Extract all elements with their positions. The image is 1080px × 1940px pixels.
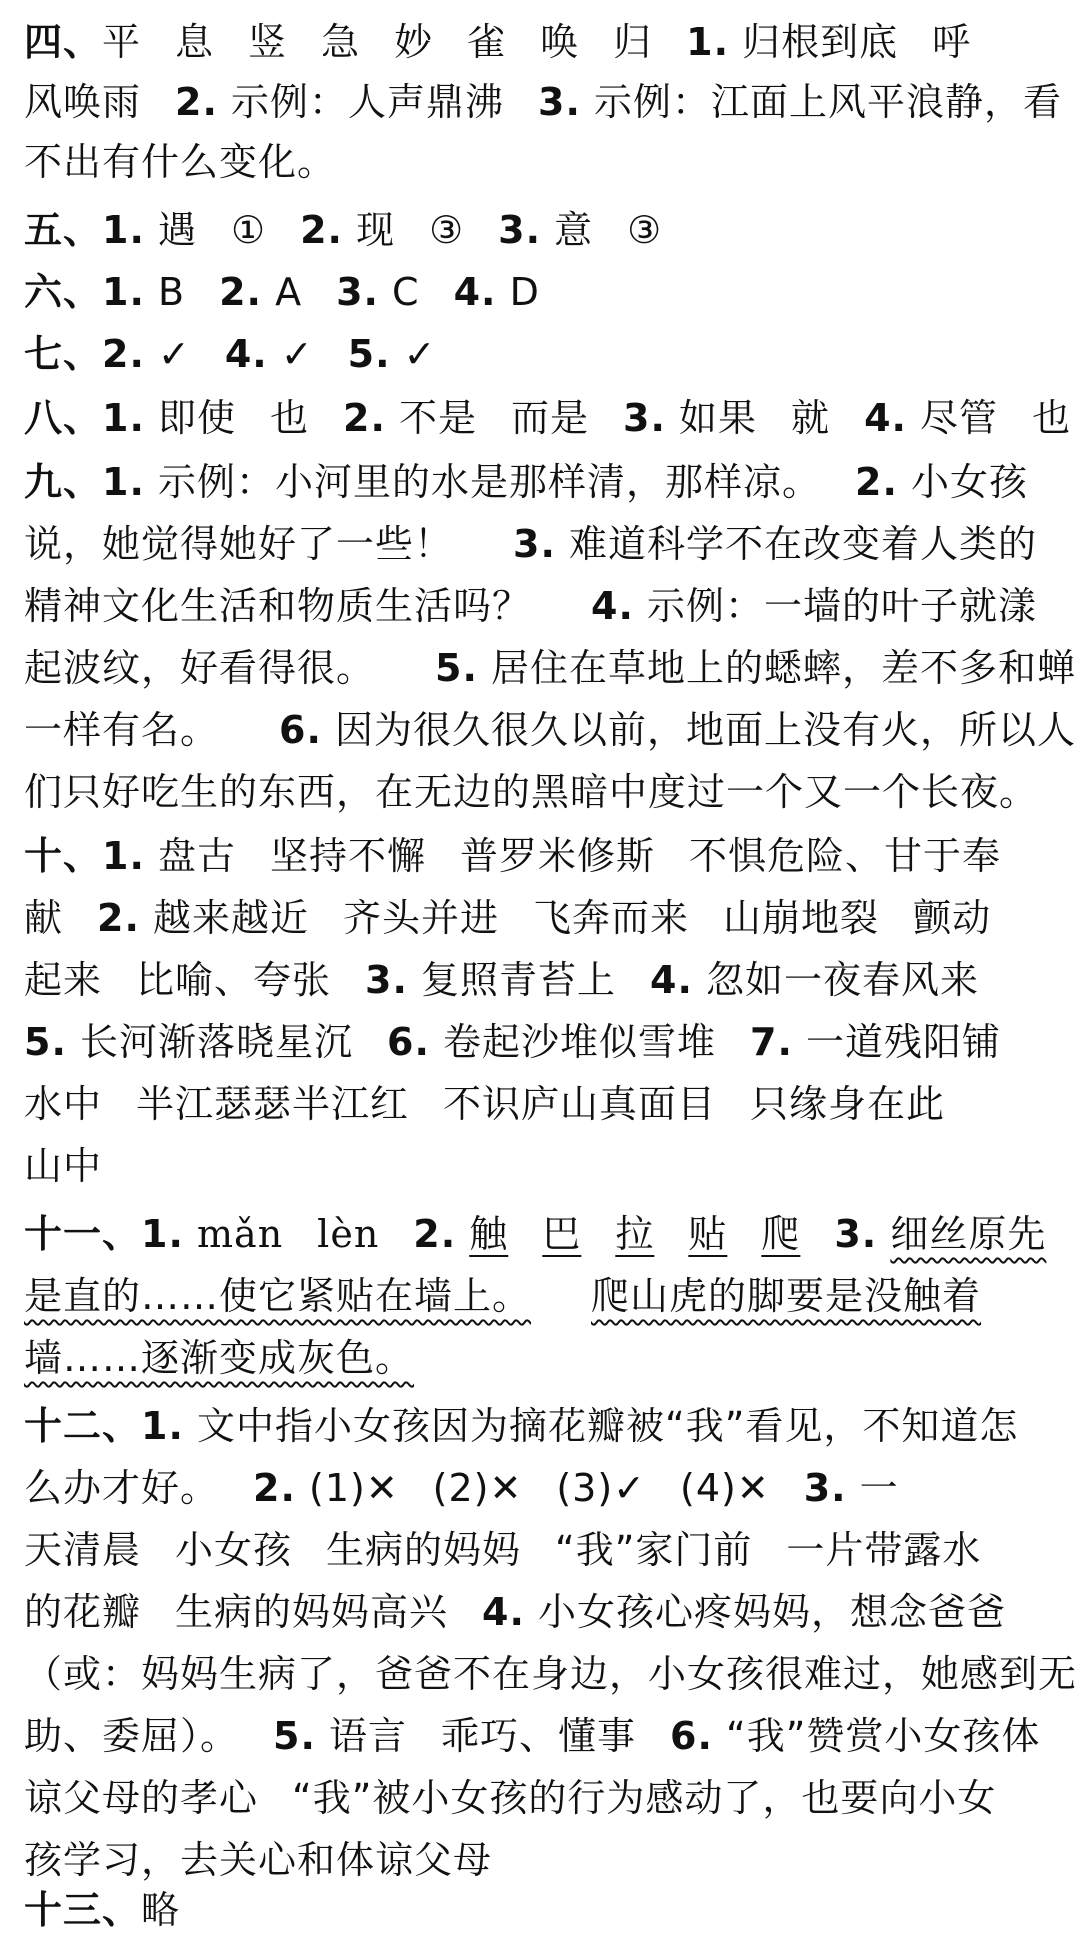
s8-line bbox=[24, 388, 1072, 448]
judge-key: (4) bbox=[680, 1466, 737, 1510]
answer-text: 么办才好。 bbox=[24, 1466, 220, 1510]
answer-text: 语言 bbox=[329, 1714, 408, 1758]
answer-text: 越来越近 bbox=[153, 896, 310, 940]
pinyin-answer: mǎn bbox=[197, 1212, 284, 1256]
question-number: 2. bbox=[300, 208, 343, 252]
question-number: 7. bbox=[750, 1020, 793, 1064]
answer-text: 示例：小河里的水是那样清，那样凉。 bbox=[158, 460, 822, 504]
judge-key: (2) bbox=[432, 1466, 490, 1510]
answer-text: 一道残阳铺 bbox=[805, 1020, 1001, 1064]
cross-mark-icon: ✕ bbox=[489, 1466, 523, 1510]
answer-text: 比喻、夸张 bbox=[136, 958, 332, 1002]
section-label: 四、 bbox=[24, 20, 103, 64]
answer-text: 不惧危险、甘于奉 bbox=[689, 834, 1002, 878]
question-number: 1. bbox=[102, 270, 145, 314]
question-number: 5. bbox=[347, 332, 391, 376]
answer-mark: ③ bbox=[627, 208, 663, 252]
s10-line-2 bbox=[24, 888, 1064, 948]
check-mark-icon: ✓ bbox=[158, 332, 191, 376]
question-number: 6. bbox=[387, 1020, 430, 1064]
s9-line-5 bbox=[24, 700, 1077, 760]
question-number: 5. bbox=[24, 1020, 67, 1064]
answer-text: 不识庐山真面目 bbox=[443, 1082, 717, 1126]
answer-text: 尽管 bbox=[920, 396, 999, 440]
answer-text: “我”家门前 bbox=[555, 1528, 753, 1572]
word: 唤 bbox=[540, 20, 580, 64]
answer-text: 示例：江面上风平浪静，看 bbox=[594, 80, 1063, 124]
s12-line-7 bbox=[24, 1768, 1064, 1828]
answer-text: 一片带露水 bbox=[786, 1528, 982, 1572]
judge-key: (1) bbox=[309, 1466, 366, 1510]
answer-mark: ③ bbox=[429, 208, 465, 252]
question-number: 3. bbox=[803, 1466, 847, 1510]
answer-text: 颤动 bbox=[913, 896, 992, 940]
answer-text: 天清晨 bbox=[24, 1528, 142, 1572]
question-number: 4. bbox=[591, 584, 634, 628]
question-number: 2. bbox=[253, 1466, 296, 1510]
s10-line-5 bbox=[24, 1074, 1064, 1134]
s11-line-3 bbox=[24, 1328, 1064, 1388]
answer-word: 遇 bbox=[158, 208, 198, 252]
answer-text: 小女孩 bbox=[175, 1528, 293, 1572]
question-number: 5. bbox=[435, 646, 478, 690]
word: 急 bbox=[321, 20, 361, 64]
underlined-char: 爬 bbox=[761, 1212, 801, 1256]
answer-text: 如果 bbox=[679, 396, 758, 440]
choice-answer: B bbox=[158, 270, 186, 314]
s9-line-4 bbox=[24, 638, 1077, 698]
s12-line-6 bbox=[24, 1706, 1064, 1766]
section-label: 六、 bbox=[24, 270, 103, 314]
s9-line-6 bbox=[24, 762, 1064, 822]
choice-answer: A bbox=[275, 270, 303, 314]
s10-line-3 bbox=[24, 950, 1064, 1010]
answer-text: 齐头并进 bbox=[343, 896, 500, 940]
underlined-char: 贴 bbox=[688, 1212, 728, 1256]
choice-answer: D bbox=[509, 270, 540, 314]
answer-text: 生病的妈妈 bbox=[326, 1528, 522, 1572]
answer-text: 盘古 bbox=[158, 834, 237, 878]
answer-word: 现 bbox=[356, 208, 396, 252]
question-number: 1. bbox=[102, 396, 145, 440]
s7-line bbox=[24, 324, 1064, 384]
question-number: 2. bbox=[413, 1212, 457, 1256]
answer-text: 卷起沙堆似雪堆 bbox=[442, 1020, 716, 1064]
answer-text: 起波纹，好看得很。 bbox=[24, 646, 376, 690]
s12-line-5 bbox=[24, 1644, 1078, 1704]
section-label: 十一、 bbox=[24, 1212, 142, 1256]
question-number: 4. bbox=[224, 332, 268, 376]
section-label: 七、 bbox=[24, 332, 103, 376]
answer-mark: ① bbox=[231, 208, 267, 252]
answer-text: 献 bbox=[24, 896, 64, 940]
answer-text: 精神文化生活和物质生活吗？ bbox=[24, 584, 532, 628]
answer-text: 山崩地裂 bbox=[723, 896, 880, 940]
s6-line bbox=[24, 262, 1064, 322]
answer-text: 略 bbox=[141, 1888, 181, 1932]
s5-line bbox=[24, 200, 1064, 260]
answer-text: 因为很久很久以前，地面上没有火，所以人 bbox=[335, 708, 1077, 752]
section-label: 九、 bbox=[24, 460, 103, 504]
answer-text: 们只好吃生的东西，在无边的黑暗中度过一个又一个长夜。 bbox=[24, 770, 1039, 814]
s11-line-1 bbox=[24, 1204, 1064, 1264]
answer-text: 小女孩 bbox=[911, 460, 1029, 504]
s12-line-3 bbox=[24, 1520, 1064, 1580]
question-number: 1. bbox=[102, 834, 145, 878]
answer-text: 坚持不懈 bbox=[270, 834, 427, 878]
question-number: 2. bbox=[97, 896, 140, 940]
answer-text: 一 bbox=[859, 1466, 899, 1510]
answer-text: 难道科学不在改变着人类的 bbox=[569, 522, 1038, 566]
answer-text: 乖巧、懂事 bbox=[441, 1714, 637, 1758]
wavy-underlined-text: 墙……逐渐变成灰色。 bbox=[24, 1336, 415, 1380]
question-number: 4. bbox=[482, 1590, 525, 1634]
question-number: 3. bbox=[538, 80, 581, 124]
s12-line-1 bbox=[24, 1396, 1064, 1456]
question-number: 3. bbox=[365, 958, 408, 1002]
answer-text: 而是 bbox=[511, 396, 590, 440]
wavy-underlined-text: 细丝原先 bbox=[890, 1212, 1047, 1256]
answer-text: 不是 bbox=[399, 396, 478, 440]
word: 息 bbox=[175, 20, 215, 64]
answer-text: 起来 bbox=[24, 958, 103, 1002]
s4-line-3 bbox=[24, 132, 1064, 192]
question-number: 1. bbox=[102, 460, 145, 504]
answer-text: 也 bbox=[270, 396, 310, 440]
s12-line-2 bbox=[24, 1458, 1064, 1518]
word: 妙 bbox=[394, 20, 434, 64]
section-label: 十、 bbox=[24, 834, 103, 878]
question-number: 1. bbox=[141, 1212, 184, 1256]
s10-line-1 bbox=[24, 826, 1064, 886]
question-number: 3. bbox=[834, 1212, 878, 1256]
wavy-underlined-text: 爬山虎的脚要是没触着 bbox=[591, 1274, 982, 1318]
question-number: 6. bbox=[670, 1714, 713, 1758]
answer-text: 居住在草地上的蟋蟀，差不多和蝉 bbox=[491, 646, 1077, 690]
answer-text: 风唤雨 bbox=[24, 80, 142, 124]
s4-line-1 bbox=[24, 12, 1064, 72]
question-number: 6. bbox=[279, 708, 322, 752]
word: 归 bbox=[613, 20, 653, 64]
answer-text: 复照青苔上 bbox=[421, 958, 617, 1002]
question-number: 4. bbox=[650, 958, 693, 1002]
answer-text: 说，她觉得她好了一些！ bbox=[24, 522, 454, 566]
choice-answer: C bbox=[392, 270, 420, 314]
underlined-char: 触 bbox=[469, 1212, 509, 1256]
check-mark-icon: ✓ bbox=[403, 332, 437, 376]
answer-text: 谅父母的孝心 bbox=[24, 1776, 259, 1820]
s12-line-4 bbox=[24, 1582, 1064, 1642]
wavy-underlined-text: 是直的……使它紧贴在墙上。 bbox=[24, 1274, 532, 1318]
check-mark-icon: ✓ bbox=[613, 1466, 647, 1510]
answer-text: 生病的妈妈高兴 bbox=[175, 1590, 449, 1634]
word: 雀 bbox=[467, 20, 507, 64]
answer-text: 长河渐落晓星沉 bbox=[79, 1020, 353, 1064]
word: 竖 bbox=[248, 20, 288, 64]
answer-text: 忽如一夜春风来 bbox=[706, 958, 980, 1002]
answer-word: 意 bbox=[554, 208, 594, 252]
section-label: 十二、 bbox=[24, 1404, 142, 1448]
question-number: 1. bbox=[102, 208, 145, 252]
underlined-char: 巴 bbox=[542, 1212, 582, 1256]
cross-mark-icon: ✕ bbox=[736, 1466, 770, 1510]
answer-text: 示例：人声鼎沸 bbox=[231, 80, 505, 124]
s9-line-1 bbox=[24, 452, 1064, 512]
s10-line-6 bbox=[24, 1136, 1064, 1196]
section-label: 五、 bbox=[24, 208, 103, 252]
section-label: 八、 bbox=[24, 396, 103, 440]
question-number: 1. bbox=[141, 1404, 184, 1448]
answer-text: 山中 bbox=[24, 1144, 103, 1188]
pinyin-answer: lèn bbox=[317, 1212, 380, 1256]
answer-text: 只缘身在此 bbox=[750, 1082, 946, 1126]
answer-text: 呼 bbox=[932, 20, 972, 64]
answer-text: 即使 bbox=[158, 396, 237, 440]
underlined-char: 拉 bbox=[615, 1212, 655, 1256]
answer-text: 水中 bbox=[24, 1082, 103, 1126]
word: 平 bbox=[102, 20, 142, 64]
answer-text: 归根到底 bbox=[742, 20, 899, 64]
answer-text: 的花瓣 bbox=[24, 1590, 142, 1634]
answer-text: “我”赞赏小女孩体 bbox=[726, 1714, 1041, 1758]
question-number: 1. bbox=[686, 20, 730, 64]
answer-text: 就 bbox=[791, 396, 831, 440]
question-number: 3. bbox=[513, 522, 556, 566]
s13-line bbox=[24, 1880, 1064, 1940]
answer-text: 孩学习，去关心和体谅父母 bbox=[24, 1838, 493, 1882]
check-mark-icon: ✓ bbox=[280, 332, 314, 376]
answer-text: 文中指小女孩因为摘花瓣被“我”看见，不知道怎 bbox=[197, 1404, 1019, 1448]
judge-key: (3) bbox=[556, 1466, 614, 1510]
answer-text: 小女孩心疼妈妈，想念爸爸 bbox=[538, 1590, 1007, 1634]
question-number: 3. bbox=[498, 208, 542, 252]
section-label: 十三、 bbox=[24, 1888, 142, 1932]
answer-text: 半江瑟瑟半江红 bbox=[136, 1082, 410, 1126]
s4-line-2 bbox=[24, 72, 1064, 132]
answer-text: 飞奔而来 bbox=[533, 896, 690, 940]
answer-text: 不出有什么变化。 bbox=[24, 140, 337, 184]
question-number: 2. bbox=[175, 80, 218, 124]
question-number: 5. bbox=[273, 1714, 316, 1758]
s11-line-2 bbox=[24, 1266, 1064, 1326]
question-number: 2. bbox=[855, 460, 898, 504]
cross-mark-icon: ✕ bbox=[365, 1466, 399, 1510]
s9-line-3 bbox=[24, 576, 1064, 636]
question-number: 2. bbox=[102, 332, 145, 376]
answer-text: 示例：一墙的叶子就漾 bbox=[647, 584, 1038, 628]
answer-text: 一样有名。 bbox=[24, 708, 220, 752]
answer-text: 也 bbox=[1032, 396, 1072, 440]
question-number: 3. bbox=[623, 396, 666, 440]
s9-line-2 bbox=[24, 514, 1064, 574]
answer-text: 普罗米修斯 bbox=[460, 834, 656, 878]
question-number: 3. bbox=[336, 270, 379, 314]
answer-text: （或：妈妈生病了，爸爸不在身边，小女孩很难过，她感到无 bbox=[24, 1652, 1078, 1696]
question-number: 4. bbox=[864, 396, 907, 440]
question-number: 4. bbox=[453, 270, 497, 314]
question-number: 2. bbox=[343, 396, 386, 440]
question-number: 2. bbox=[219, 270, 262, 314]
answer-text: “我”被小女孩的行为感动了，也要向小女 bbox=[292, 1776, 997, 1820]
answer-text: 助、委屈）。 bbox=[24, 1714, 240, 1758]
s10-line-4 bbox=[24, 1012, 1064, 1072]
